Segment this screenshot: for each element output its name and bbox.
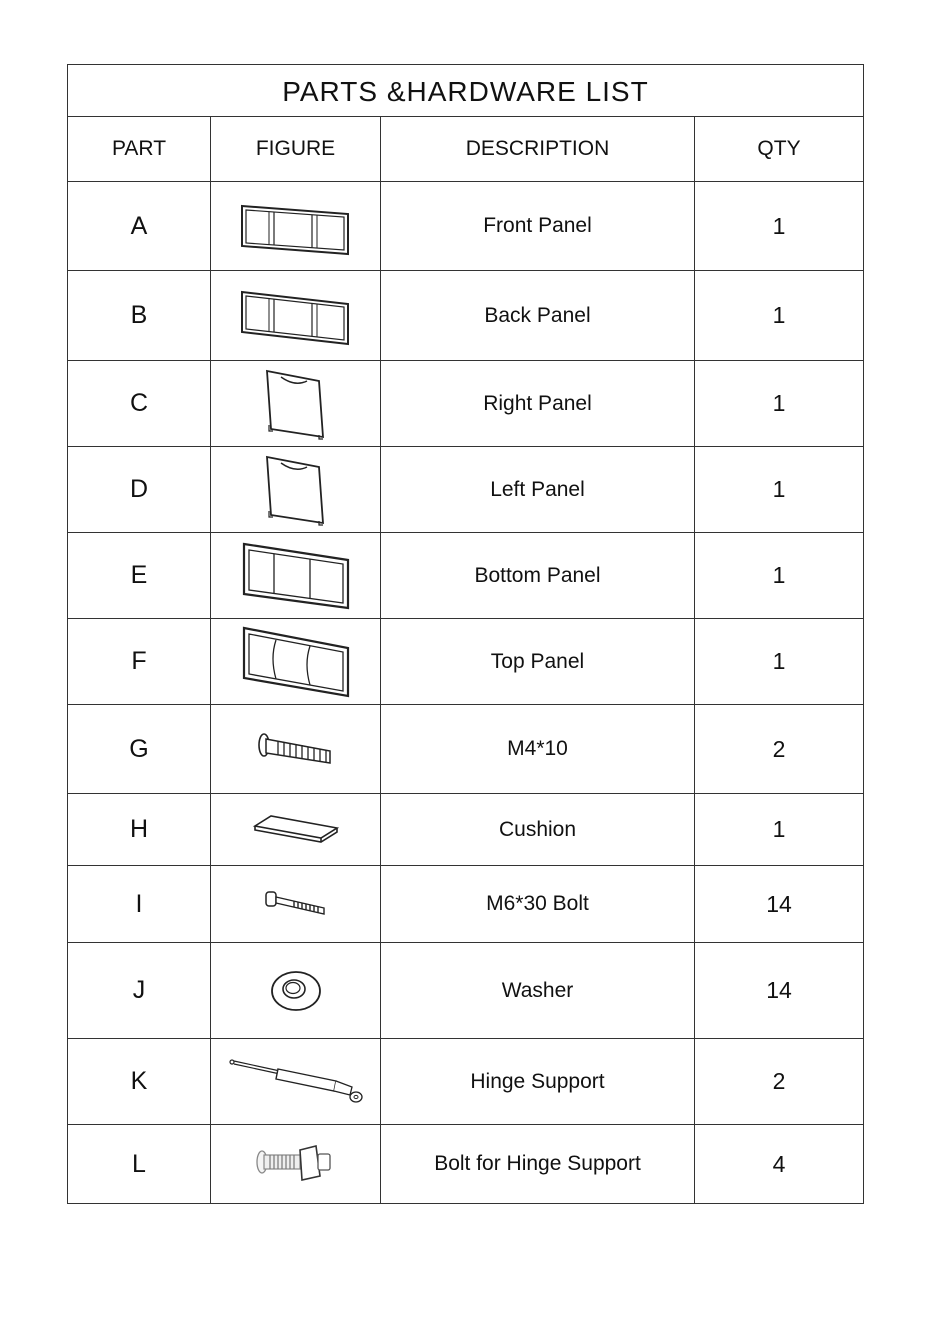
part-qty: 1 (772, 390, 786, 416)
table-row (68, 533, 863, 619)
table-row (68, 794, 863, 866)
part-letter: G (68, 705, 211, 793)
part-qty: 2 (772, 1068, 786, 1094)
table-row (68, 866, 863, 943)
washer-icon (269, 969, 323, 1013)
cushion-icon (251, 812, 341, 848)
part-description: M6*30 Bolt (381, 866, 695, 942)
part-description: Back Panel (381, 271, 695, 360)
table-row (68, 447, 863, 533)
part-letter: D (68, 447, 211, 532)
part-description: Left Panel (381, 447, 695, 532)
bottom-panel-icon (240, 540, 352, 612)
hinge-support-icon (228, 1057, 364, 1107)
part-description: Front Panel (381, 182, 695, 270)
part-letter: F (68, 619, 211, 704)
part-letter: C (68, 361, 211, 446)
part-qty: 2 (772, 735, 786, 762)
part-qty: 1 (772, 648, 786, 674)
table-row (68, 271, 863, 361)
part-letter: I (68, 866, 211, 942)
part-qty: 14 (766, 890, 792, 917)
table-header (68, 117, 863, 182)
part-letter: A (68, 182, 211, 270)
part-letter: H (68, 794, 211, 865)
part-description: Bottom Panel (381, 533, 695, 618)
bolt-icon (264, 890, 328, 918)
screw-icon (254, 731, 338, 767)
header-description: DESCRIPTION (381, 117, 695, 181)
header-part: PART (68, 117, 211, 181)
front-panel-icon (236, 196, 356, 256)
part-description: Top Panel (381, 619, 695, 704)
table-row (68, 619, 863, 705)
header-qty: QTY (757, 137, 801, 160)
part-letter: K (68, 1039, 211, 1124)
part-letter: B (68, 271, 211, 360)
part-qty: 14 (766, 977, 792, 1003)
table-row (68, 1125, 863, 1203)
part-qty: 1 (772, 476, 786, 502)
table-row (68, 361, 863, 447)
part-letter: J (68, 943, 211, 1038)
top-panel-icon (240, 624, 352, 700)
page-title: PARTS &HARDWARE LIST (68, 65, 863, 117)
right-panel-icon (261, 367, 331, 441)
table-row (68, 182, 863, 271)
part-description: Washer (381, 943, 695, 1038)
part-qty: 1 (772, 562, 786, 588)
part-description: M4*10 (381, 705, 695, 793)
part-qty: 1 (772, 816, 786, 842)
parts-hardware-table (67, 64, 864, 1204)
part-letter: L (68, 1125, 211, 1203)
part-description: Bolt for Hinge Support (381, 1125, 695, 1203)
table-row (68, 705, 863, 794)
back-panel-icon (236, 286, 356, 346)
table-row (68, 1039, 863, 1125)
part-letter: E (68, 533, 211, 618)
part-description: Cushion (381, 794, 695, 865)
table-row (68, 943, 863, 1039)
part-description: Right Panel (381, 361, 695, 446)
header-figure: FIGURE (211, 117, 381, 181)
part-qty: 1 (772, 212, 786, 239)
part-qty: 1 (772, 302, 786, 328)
hinge-bolt-icon (254, 1142, 338, 1186)
left-panel-icon (261, 453, 331, 527)
part-description: Hinge Support (381, 1039, 695, 1124)
part-qty: 4 (772, 1150, 786, 1177)
